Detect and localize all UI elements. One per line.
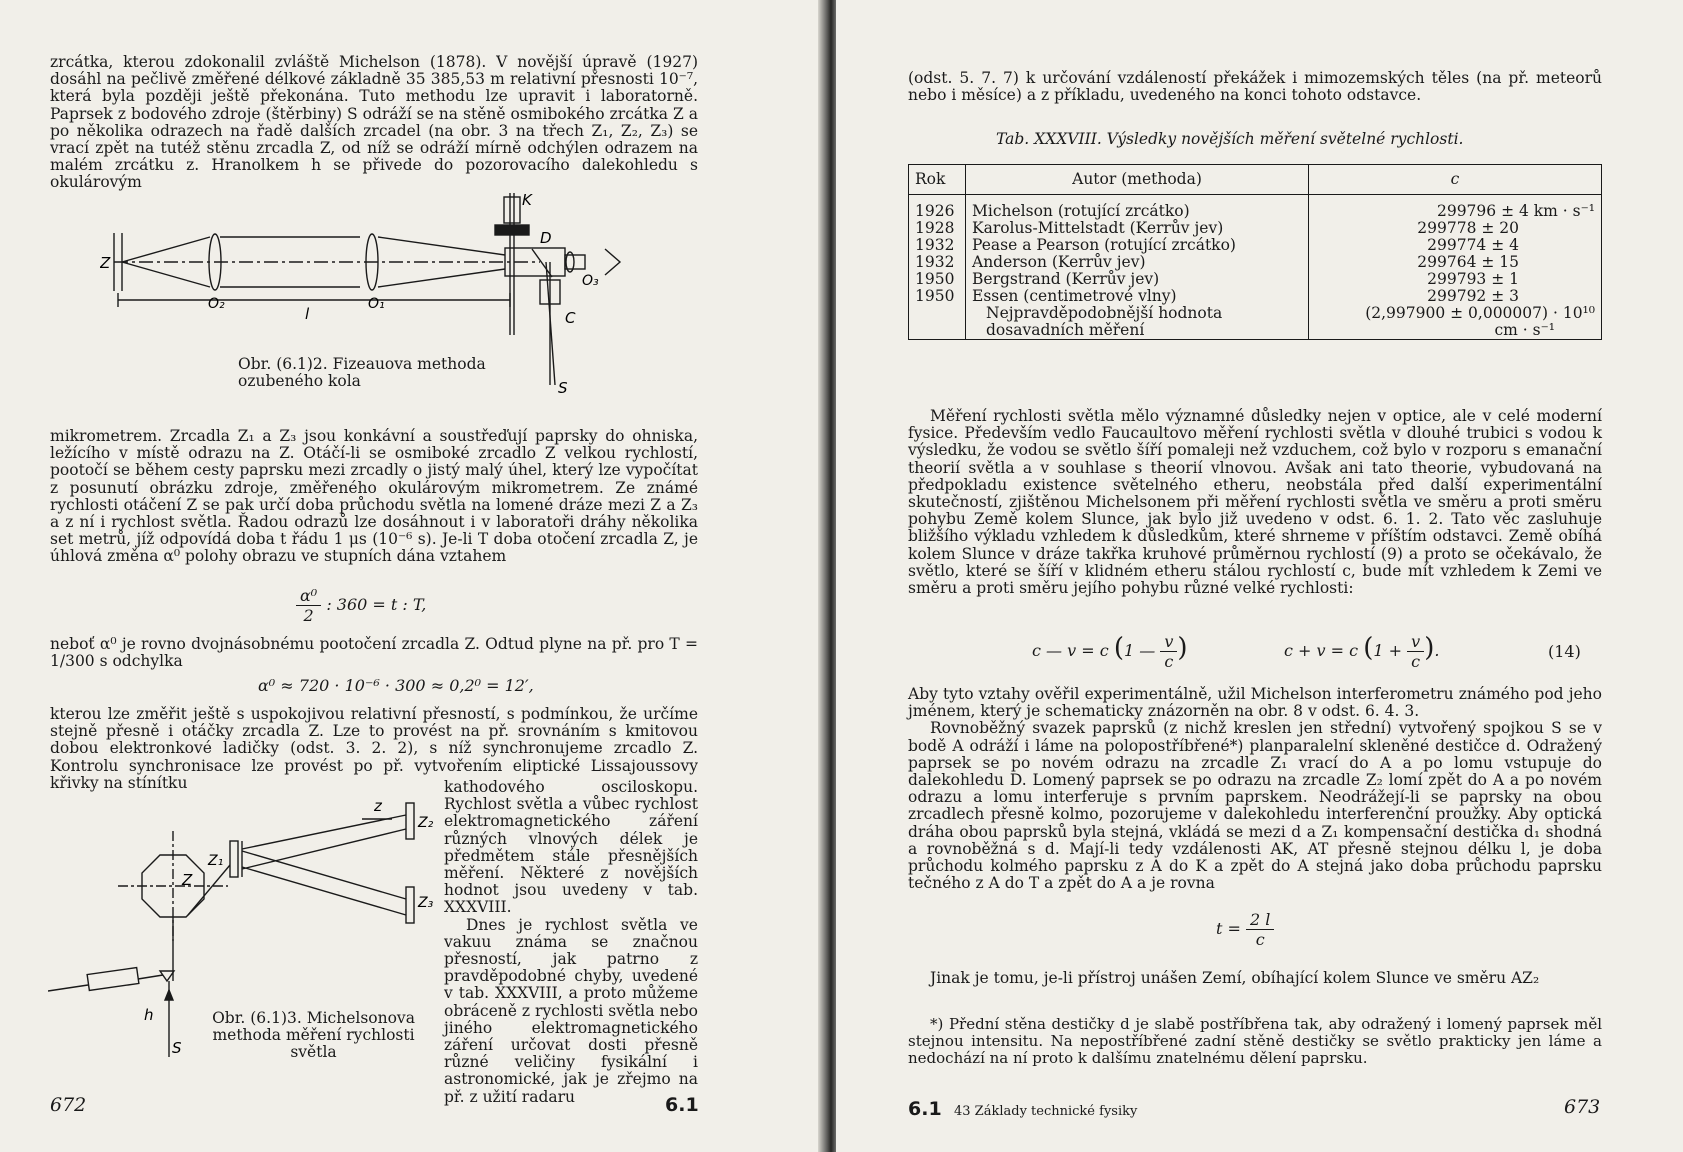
running-head: 43 Základy technické fysiky xyxy=(954,1104,1138,1119)
right-section-number: 6.1 xyxy=(908,1098,942,1120)
fig3-label-z2: Z₂ xyxy=(418,815,434,831)
footnote: *) Přední stěna destičky d je slabě postříbřena tak, aby odražený i lomený paprsek měl stejnou intensitu. Na nepostříbřené zadní stěně destičky se světlo prakticky jen láme a nedochází na ní proto k dalšímu znatelnému dělení paprsku. xyxy=(908,1015,1602,1068)
fig3-caption: Obr. (6.1)3. Michelsonova methoda měření rychlosti světla xyxy=(212,1009,415,1061)
equation-14-right: c + v = c (1 + $\frac{v}{c}$ ). xyxy=(1284,632,1440,671)
table-row: 1950 Bergstrand (Kerrův jev) 299793 ± 1 xyxy=(909,271,1602,288)
right-paragraph-1: (odst. 5. 7. 7) k určování vzdáleností překážek i mimozemských těles (na př. meteorů nebo i měsíce) a z příkladu, uvedeného na konci tohoto odstavce. xyxy=(908,69,1602,105)
header-c: c xyxy=(1450,170,1460,188)
table-title: Tab. XXXVIII. Výsledky novějších měření světelné rychlosti. xyxy=(996,130,1464,148)
fig2-label-z: Z xyxy=(100,254,111,272)
table-header-row xyxy=(909,165,1602,195)
fig2-label-o1: O₁ xyxy=(368,296,385,312)
right-page xyxy=(836,0,1683,1152)
left-equation-2: α⁰ ≈ 720 · 10⁻⁶ · 300 ≈ 0,2⁰ = 12′, xyxy=(258,676,534,695)
left-page-number: 672 xyxy=(50,1094,87,1116)
right-paragraph-3: Aby tyto vztahy ověřil experimentálně, užil Michelson interferometru známého pod jeho jménem, který je schematicky znázorněn na obr. 8 v odst. 6. 4. 3. Rovnoběžný svazek paprsků (z nichž kreslen jen střední) vytvořený spojkou S se v bodě A odráží i láme na polopostříbřené*) planparalelní skleněné destičce d. Odražený paprsek se po novém odrazu na zrcadle Z₁ vrací do A a po lomu vstupuje do dalekohledu D. Lomený paprsek se po odrazu na zrcadle Z₂ lomí zpět do A a po novém odrazu a lomu interferuje s prvním paprskem. Neodrážejí-li se paprsky na obou zrcadlech přesně kolmo, pozorujeme v dalekohledu interferenční proužky. Aby optická dráha obou paprsků byla stejná, vkládá se mezi d a Z₁ kompensační destička d₁ shodná a rovnoběžná s d. Mají-li tedy vzdálenosti AK, AT přesně stejnou délku l, je doba průchodu kolmého paprsku z A do K a zpět do A stejná jako doba průchodu paprsku tečného z A do T a zpět do A a je rovna xyxy=(908,685,1602,893)
fig2-label-k: K xyxy=(522,191,532,209)
fig3-label-z3: Z₃ xyxy=(418,895,434,911)
fig2-label-c: C xyxy=(565,309,576,327)
header-year: Rok xyxy=(909,165,966,195)
left-paragraph-2: mikrometrem. Zrcadla Z₁ a Z₃ jsou konkávní a soustřeďují paprsky do ohniska, ležícího v místě odrazu na Z. Otáčí-li se osmiboké zrcadlo Z velkou rychlostí, pootočí se během cesty paprsku mezi zrcadly o jistý malý úhel, který lze vypočítat z posunutí obrázku zdroje, změřeného okulárovým mikrometrem. Ze známé rychlosti otáčení Z se pak určí doba průchodu světla na lomené dráze mezi Z a Z₃ a z ní i rychlost světla. Řadou odrazů lze dosáhnout i v laboratoři dráhy několika set metrů, jíž odpovídá doba t řádu 1 μs (10⁻⁶ s). Je-li T doba otočení zrcadla Z, je úhlová změna α⁰ polohy obrazu ve stupních dána vztahem xyxy=(50,427,698,566)
equation-14-left: c — v = c (1 — $\frac{v}{c}$ ) xyxy=(1032,632,1188,671)
table-row: 1932 Anderson (Kerrův jev) 299764 ± 15 xyxy=(909,254,1602,271)
equation-t: t = $\frac{2 l}{c}$ xyxy=(1216,910,1274,949)
table-row: 1932 Pease a Pearson (rotující zrcátko) 299774 ± 4 xyxy=(909,237,1602,254)
equation-14-label: (14) xyxy=(1548,642,1581,661)
fig2-label-o2: O₂ xyxy=(208,296,225,312)
fig3-label-zs: z xyxy=(374,797,382,815)
fig2-caption: Obr. (6.1)2. Fizeauova methoda ozubeného kola xyxy=(238,355,486,390)
fig3-label-z1: Z₁ xyxy=(208,853,224,869)
header-author: Autor (methoda) xyxy=(966,165,1309,195)
left-column-text: kathodového osciloskopu. Rychlost světla a vůbec rychlost elektromagnetického záření různých vlnových délek je předmětem stále přesnějších měření. Některé z novějších hodnot jsou uvedeny v tab. XXXVIII. Dnes je rychlost světla ve vakuu známa se značnou přesností, jak patrno z pravděpodobné chyby, uvedené v tab. XXXVIII, a proto můžeme obráceně z rychlosti světla nebo jiného elektromagnetického záření určovat dosti přesně různé veličiny fysikální i astronomické, jak je zřejmo na př. z užití radaru xyxy=(444,778,698,1106)
left-equation-1: $\frac{\text{α⁰}}{2}$ : 360 = t : T, xyxy=(296,586,426,625)
left-paragraph-4: kterou lze změřit ještě s uspokojivou relativní přesností, s podmínkou, že určíme stejně přesně i otáčky zrcadla Z. Lze to provést na př. srovnáním s kmitovou dobou elektronkové ladičky (odst. 3. 2. 2), s níž synchronujeme zrcadlo Z. Kontrolu synchronisace lze provést po př. vytvořením eliptické Lissajoussovy křivky na stínítku xyxy=(50,705,698,792)
fig3-label-h: h xyxy=(144,1006,154,1024)
fig2-label-l: l xyxy=(305,305,310,323)
fig2-label-o3: O₃ xyxy=(582,273,599,289)
fig2-label-s: S xyxy=(558,379,568,395)
left-page xyxy=(0,0,828,1152)
left-paragraph-3: neboť α⁰ je rovno dvojnásobnému pootočení zrcadla Z. Odtud plyne na př. pro T = 1/300 s odchylka xyxy=(50,635,698,671)
left-section-number: 6.1 xyxy=(665,1094,699,1116)
results-table xyxy=(908,164,1602,340)
fig3-label-z: Z xyxy=(182,871,193,889)
fig3-label-s: S xyxy=(172,1039,182,1057)
table-row: Nejpravděpodobnější hodnota dosavadních měření (2,997900 ± 0,000007) · 10¹⁰ cm · s⁻¹ xyxy=(909,305,1602,340)
right-page-number: 673 xyxy=(1564,1096,1601,1118)
table-row: 1926 Michelson (rotující zrcátko) 299796 ± 4 km · s⁻¹ xyxy=(909,203,1602,220)
table-row: 1950 Essen (centimetrové vlny) 299792 ± 3 xyxy=(909,288,1602,305)
right-paragraph-5: Jinak je tomu, je-li přístroj unášen Zemí, obíhající kolem Slunce ve směru AZ₂ xyxy=(930,969,1540,987)
left-paragraph-1: zrcátka, kterou zdokonalil zvláště Michelson (1878). V novější úpravě (1927) dosáhl na pečlivě změřené délkové základně 35 385,53 m relativní přesnosti 10⁻⁷, která byla později ještě překonána. Tuto methodu lze upravit i laboratorně. Paprsek z bodového zdroje (štěrbiny) S odráží se na stěně osmibokého zrcátka Z a po několika odrazech na řadě dalších zrcadel (na obr. 3 na třech Z₁, Z₂, Z₃) se vrací zpět na tutéž stěnu zrcadla Z, od níž se odráží mírně odchýlen odrazem na malém zrcátku z. Hranolkem h se přivede do pozorovacího dalekohledu s okulárovým xyxy=(50,53,698,192)
table-row: 1928 Karolus-Mittelstadt (Kerrův jev) 299778 ± 20 xyxy=(909,220,1602,237)
right-paragraph-2: Měření rychlosti světla mělo významné důsledky nejen v optice, ale v celé moderní fysice. Především vedlo Faucaultovo měření rychlosti světla v dlouhé trubici s vodou k výsledku, že vodou se světlo šíří pomaleji než vzduchem, což bylo v rozporu s emanační theorií světla a v souhlase s theorií vlnovou. Avšak ani tato theorie, vybudovaná na předpokladu existence světelného etheru, neobstála před další experimentální skutečností, zjištěnou Michelsonem při měření rychlosti světla ve směru a proti směru pohybu Země kolem Slunce, jak bylo již uvedeno v odst. 6. 1. 2. Tato věc zasluhuje bližšího výkladu vzhledem k důsledkům, které shrneme v příštím odstavci. Země obíhá kolem Slunce v dráze takřka kruhové průměrnou rychlostí (9) a proto se očekávalo, že světlo, které se šíří v klidném etheru stálou rychlostí c, bude mít vzhledem k Zemi ve směru a proti směru jejího pohybu různé velké rychlosti: xyxy=(908,407,1602,598)
fig2-label-d: D xyxy=(540,229,552,247)
